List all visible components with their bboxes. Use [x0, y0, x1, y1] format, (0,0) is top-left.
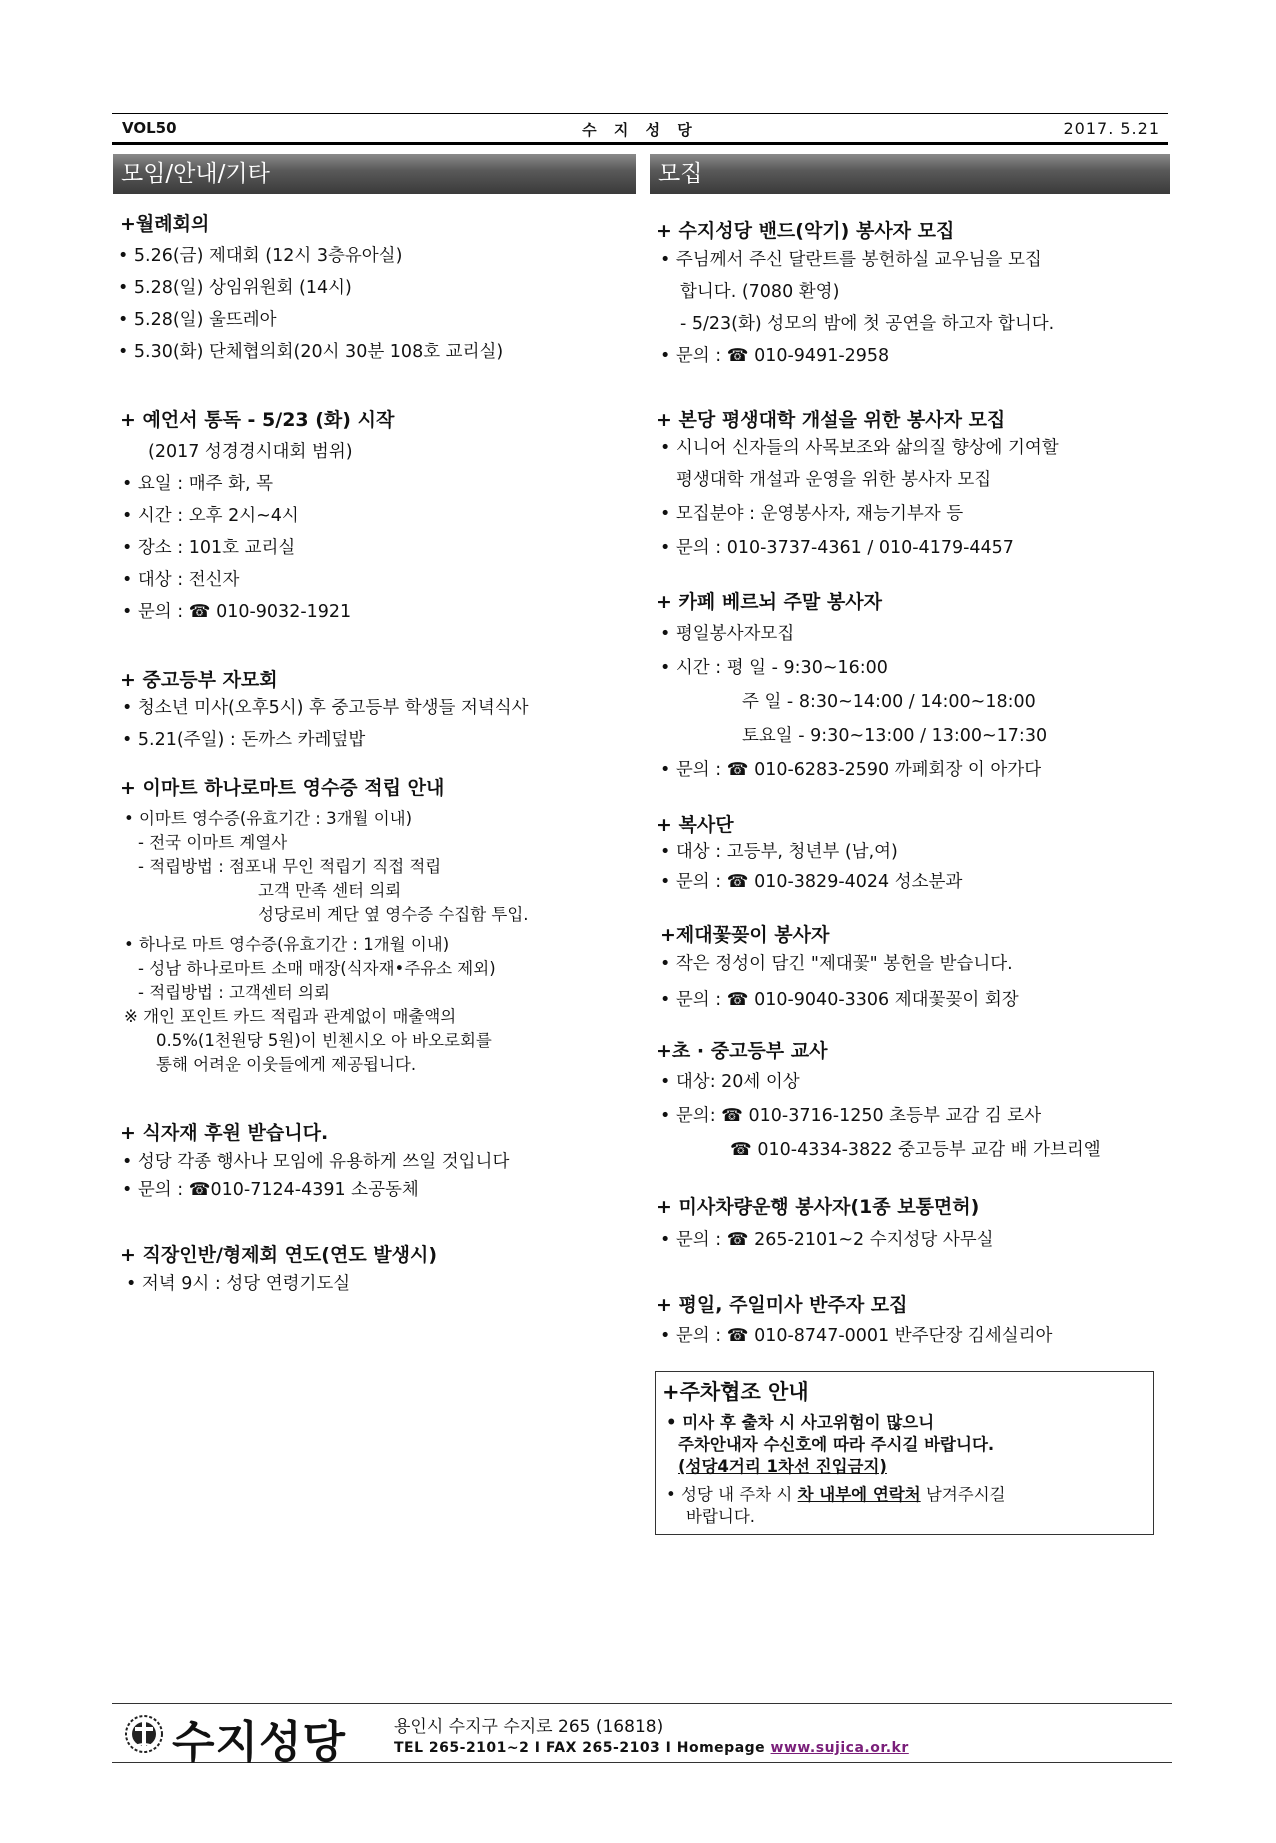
teacher-title: +초 · 중고등부 교사	[656, 1040, 828, 1062]
parking-line: (성당4거리 1차선 진입금지)	[678, 1457, 887, 1476]
list-item: • 문의 : ☎ 265-2101~2 수지성당 사무실	[660, 1230, 994, 1250]
parking-line-text: • 성당 내 주차 시	[666, 1485, 798, 1504]
list-item: • 문의 : ☎ 010-9032-1921	[122, 602, 352, 622]
list-item: - 성남 하나로마트 소매 매장(식자재•주유소 제외)	[138, 959, 496, 978]
cafe-volunteer-title: + 카페 베르뇌 주말 봉사자	[656, 591, 882, 613]
band-volunteer-title: + 수지성당 밴드(악기) 봉사자 모집	[656, 220, 955, 242]
list-item: 합니다. (7080 환영)	[680, 282, 840, 302]
list-item: • 5.30(화) 단체협의회(20시 30분 108호 교리실)	[118, 342, 504, 362]
vigil-title: + 직장인반/형제회 연도(연도 발생시)	[120, 1244, 438, 1266]
list-item: 주 일 - 8:30~14:00 / 14:00~18:00	[742, 692, 1036, 712]
list-item: • 모집분야 : 운영봉사자, 재능기부자 등	[660, 504, 964, 524]
list-item: 0.5%(1천원당 5원)이 빈첸시오 아 바오로회를	[156, 1031, 492, 1050]
lifelong-univ-title: + 본당 평생대학 개설을 위한 봉사자 모집	[656, 409, 1006, 431]
list-item: • 청소년 미사(오후5시) 후 중고등부 학생들 저녁식사	[122, 698, 529, 718]
header-church-name: 수 지 성 당	[582, 121, 698, 139]
list-item: 토요일 - 9:30~13:00 / 13:00~17:30	[742, 726, 1048, 746]
driver-volunteer-title: + 미사차량운행 봉사자(1종 보통면허)	[656, 1196, 980, 1218]
section-band-left: 모임/안내/기타	[113, 154, 636, 194]
prophet-reading-sub: (2017 성경경시대회 범위)	[148, 442, 353, 462]
parking-line: 바랍니다.	[686, 1507, 756, 1526]
receipt-title: + 이마트 하나로마트 영수증 적립 안내	[120, 777, 445, 799]
food-donation-title: + 식자재 후원 받습니다.	[120, 1122, 329, 1144]
page-header	[112, 113, 1168, 145]
church-logo-icon	[124, 1711, 164, 1757]
issue-date: 2017. 5.21	[1063, 119, 1160, 138]
parking-line	[666, 1484, 1006, 1506]
list-item: • 대상 : 고등부, 청년부 (남,여)	[660, 842, 898, 862]
list-item: 고객 만족 센터 의뢰	[258, 881, 402, 900]
list-item: • 작은 정성이 담긴 "제대꽃" 봉헌을 받습니다.	[660, 954, 1013, 974]
organist-title: + 평일, 주일미사 반주자 모집	[656, 1294, 908, 1316]
homepage-link[interactable]: www.sujica.or.kr	[770, 1740, 909, 1756]
list-item: • 시간 : 평 일 - 9:30~16:00	[660, 658, 888, 678]
parking-line-text: 남겨주시길	[920, 1485, 1006, 1504]
list-item: • 5.28(일) 울뜨레아	[118, 310, 277, 330]
list-item: • 주님께서 주신 달란트를 봉헌하실 교우님을 모집	[660, 250, 1042, 270]
list-item: • 저녁 9시 : 성당 연령기도실	[126, 1274, 351, 1294]
list-item: • 성당 각종 행사나 모임에 유용하게 쓰일 것입니다	[122, 1152, 510, 1172]
list-item: • 요일 : 매주 화, 목	[122, 474, 274, 494]
footer-contact	[394, 1740, 909, 1756]
list-item: • 문의 : ☎ 010-9491-2958	[660, 346, 890, 366]
list-item: • 문의 : ☎ 010-3829-4024 성소분과	[660, 872, 963, 892]
parking-line: • 미사 후 출차 시 사고위험이 많으니	[666, 1413, 935, 1432]
footer-top-rule	[112, 1703, 1172, 1704]
list-item: • 이마트 영수증(유효기간 : 3개월 이내)	[124, 809, 413, 828]
list-item: • 5.21(주일) : 돈까스 카레덮밥	[122, 730, 366, 750]
prophet-reading-title: + 예언서 통독 - 5/23 (화) 시작	[120, 409, 395, 431]
list-item: • 문의 : ☎ 010-8747-0001 반주단장 김세실리아	[660, 1326, 1053, 1346]
list-item: • 문의: ☎ 010-3716-1250 초등부 교감 김 로사	[660, 1106, 1042, 1126]
list-item: • 시간 : 오후 2시~4시	[122, 506, 299, 526]
list-item: • 하나로 마트 영수증(유효기간 : 1개월 이내)	[124, 935, 450, 954]
list-item: 평생대학 개설과 운영을 위한 봉사자 모집	[676, 470, 992, 490]
footer-logo-text: 수지성당	[172, 1717, 347, 1768]
list-item: • 대상 : 전신자	[122, 570, 240, 590]
list-item: - 전국 이마트 계열사	[138, 833, 288, 852]
list-item: • 평일봉사자모집	[660, 624, 795, 644]
list-item: • 5.26(금) 제대회 (12시 3층유아실)	[118, 246, 403, 266]
parking-emphasis: 차 내부에 연락처	[797, 1485, 921, 1504]
list-item: 성당로비 계단 옆 영수증 수집함 투입.	[258, 905, 529, 924]
list-item: • 문의 : ☎010-7124-4391 소공동체	[122, 1180, 419, 1200]
parents-meeting-title: + 중고등부 자모회	[120, 669, 278, 691]
list-item: • 5.28(일) 상임위원회 (14시)	[118, 278, 352, 298]
list-item: • 문의 : ☎ 010-6283-2590 까페회장 이 아가다	[660, 760, 1042, 780]
list-item: • 시니어 신자들의 사목보조와 삶의질 향상에 기여할	[660, 438, 1059, 458]
flower-volunteer-title: +제대꽃꽂이 봉사자	[660, 924, 830, 946]
list-item: • 문의 : 010-3737-4361 / 010-4179-4457	[660, 538, 1014, 558]
footer-contact-text: TEL 265-2101~2 I FAX 265-2103 I Homepage	[394, 1740, 771, 1756]
section-band-right: 모집	[650, 154, 1170, 194]
list-item: • 문의 : ☎ 010-9040-3306 제대꽃꽂이 회장	[660, 990, 1019, 1010]
list-item: - 5/23(화) 성모의 밤에 첫 공연을 하고자 합니다.	[680, 314, 1055, 334]
altar-server-title: + 복사단	[656, 814, 734, 836]
list-item: ☎ 010-4334-3822 중고등부 교감 배 가브리엘	[730, 1140, 1101, 1160]
list-item: - 적립방법 : 고객센터 의뢰	[138, 983, 330, 1002]
volume-number: VOL50	[122, 119, 177, 137]
monthly-meeting-title: +월례회의	[120, 213, 210, 235]
list-item: • 장소 : 101호 교리실	[122, 538, 296, 558]
parking-notice-box	[655, 1371, 1154, 1535]
parking-notice-title: +주차협조 안내	[662, 1380, 809, 1404]
list-item: ※ 개인 포인트 카드 적립과 관계없이 매출액의	[124, 1007, 457, 1026]
footer-address: 용인시 수지구 수지로 265 (16818)	[394, 1717, 664, 1737]
parking-line: 주차안내자 수신호에 따라 주시길 바랍니다.	[678, 1435, 995, 1454]
list-item: - 적립방법 : 점포내 무인 적립기 직접 적립	[138, 857, 442, 876]
list-item: • 대상: 20세 이상	[660, 1072, 800, 1092]
list-item: 통해 어려운 이웃들에게 제공됩니다.	[156, 1055, 417, 1074]
